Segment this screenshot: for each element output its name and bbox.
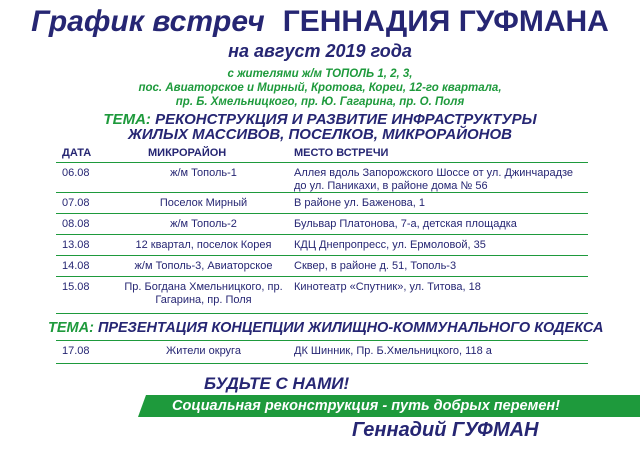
row-date: 14.08 [62,260,90,272]
table-row [56,234,588,255]
theme2-label: ТЕМА: [48,320,94,336]
schedule-table-2 [56,340,588,364]
row-place: ДК Шинник, Пр. Б.Хмельницкого, 118 а [294,345,492,357]
theme1-text-line2: ЖИЛЫХ МАССИВОВ, ПОСЕЛКОВ, МИКРОРАЙОНОВ [127,126,512,143]
row-date: 13.08 [62,239,90,251]
page-subtitle: на август 2019 года [228,41,412,61]
row-date: 07.08 [62,197,90,209]
title-prefix: График встреч [31,5,265,38]
row-district: Жители округа [166,345,241,357]
theme2-text: ПРЕЗЕНТАЦИЯ КОНЦЕПЦИИ ЖИЛИЩНО-КОММУНАЛЬНОГО КОДЕКСА [97,320,604,336]
row-place: Сквер, в районе д. 51, Тополь-3 [294,260,457,272]
table-row [56,276,588,314]
row-date: 06.08 [62,167,90,179]
title-name: ГЕННАДИЯ ГУФМАНА [282,5,609,38]
schedule-table [56,146,588,314]
row-district: ж/м Тополь-3, Авиаторское [134,260,273,272]
row-place: Аллея вдоль Запорожского Шоссе от ул. Джинчарадзе до ул. Паникахи, в районе дома № 56 [294,167,574,192]
page-title [0,4,640,40]
row-district: 12 квартал, поселок Корея [135,239,272,251]
row-district: ж/м Тополь-1 [170,167,237,179]
header-date: ДАТА [62,147,92,159]
table-row [56,192,588,213]
table-row [56,162,588,192]
row-place: В районе ул. Баженова, 1 [294,197,426,209]
header-district: МИКРОРАЙОН [148,147,227,159]
signature: Геннадий ГУФМАН [352,419,539,441]
row-place: Кинотеатр «Спутник», ул. Титова, 18 [294,281,481,293]
residents-line-2: пос. Авиаторское и Мирный, Кротова, Кореи, 12-го квартала, [138,82,502,94]
theme1-label: ТЕМА: [103,111,151,128]
table-row [56,340,588,364]
row-district: Поселок Мирный [159,197,248,209]
row-date: 08.08 [62,218,90,230]
row-place: Бульвар Платонова, 7-а, детская площадка [294,218,517,230]
table-row [56,255,588,276]
slogan-text: Социальная реконструкция - путь добрых перемен! [172,398,561,414]
row-date: 15.08 [62,281,90,293]
residents-line-3: пр. Б. Хмельницкого, пр. Ю. Гагарина, пр. О. Поля [175,96,465,108]
row-district: ж/м Тополь-2 [170,218,237,230]
header-place: МЕСТО ВСТРЕЧИ [294,147,389,159]
theme2-heading [48,320,604,337]
table-header [56,146,588,162]
theme1-text-line1: РЕКОНСТРУКЦИЯ И РАЗВИТИЕ ИНФРАСТРУКТУРЫ [155,111,537,128]
row-district: Пр. Богдана Хмельницкого, пр. Гагарина, пр. Поля [124,281,283,306]
call-to-action: БУДЬТЕ С НАМИ! [204,374,350,393]
table-row [56,213,588,234]
slogan-banner [148,395,640,417]
row-place: КДЦ Днепропресс, ул. Ермоловой, 35 [294,239,486,251]
row-date: 17.08 [62,345,90,357]
residents-line-1: с жителями ж/м ТОПОЛЬ 1, 2, 3, [227,68,413,80]
